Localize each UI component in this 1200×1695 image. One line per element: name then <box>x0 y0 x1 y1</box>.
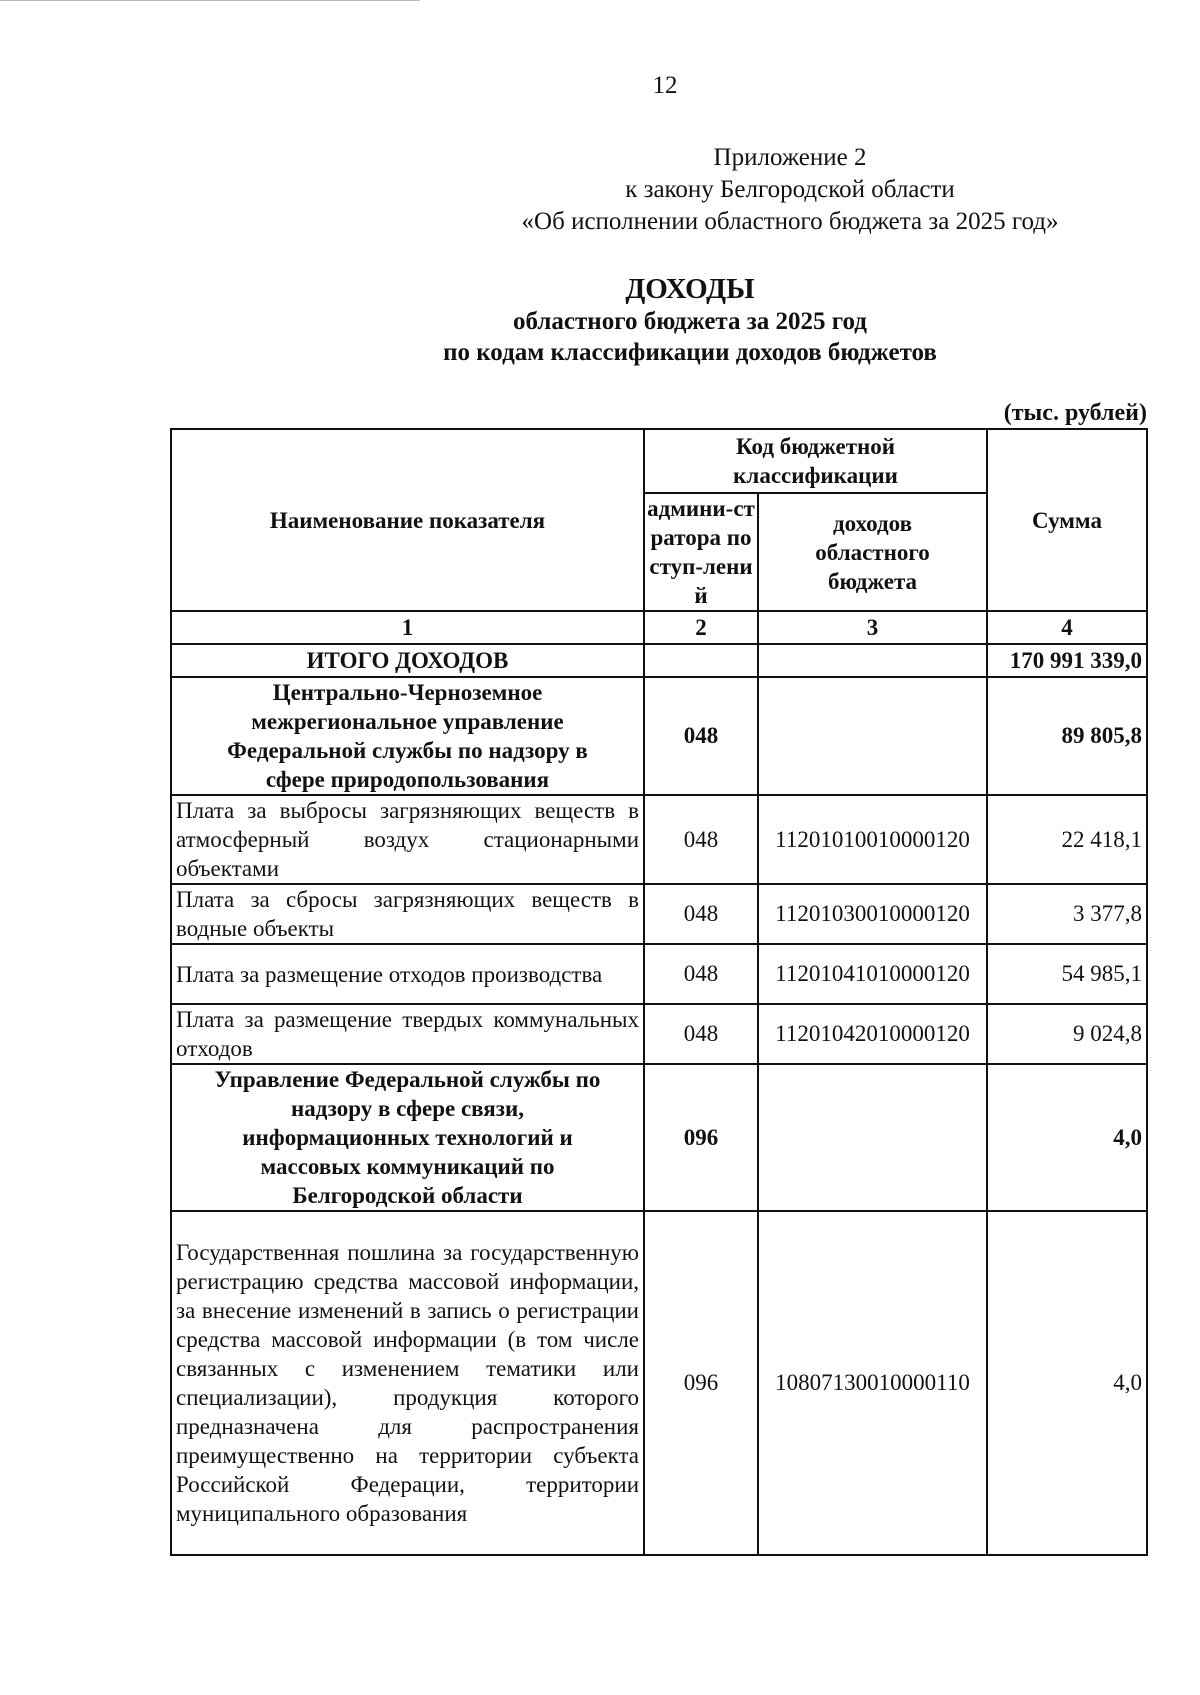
row-sum: 89 805,8 <box>987 677 1147 795</box>
row-sum: 54 985,1 <box>987 944 1147 1004</box>
total-label: ИТОГО ДОХОДОВ <box>171 644 644 677</box>
column-number: 3 <box>758 611 987 644</box>
table-row <box>171 1064 1147 1211</box>
header-sum: Сумма <box>987 429 1147 611</box>
scan-edge-line <box>0 0 420 1</box>
row-name: Плата за размещение твердых коммунальных отходов <box>171 1004 644 1064</box>
row-admin-code: 096 <box>644 1064 758 1211</box>
header-name: Наименование показателя <box>171 429 644 611</box>
row-income-code <box>758 1064 987 1211</box>
row-income-code <box>758 677 987 795</box>
row-name: Управление Федеральной службы по надзору в сфере связи, информационных технологий и массовых коммуникаций по Белгородской области <box>171 1064 644 1211</box>
row-admin-code: 048 <box>644 677 758 795</box>
row-income-code: 11201042010000120 <box>758 1004 987 1064</box>
row-income-code: 11201030010000120 <box>758 884 987 944</box>
row-name: Плата за сбросы загрязняющих веществ в водные объекты <box>171 884 644 944</box>
table-row <box>171 1211 1147 1555</box>
row-sum: 22 418,1 <box>987 795 1147 884</box>
row-income-code: 10807130010000110 <box>758 1211 987 1555</box>
appendix-line-1: Приложение 2 <box>713 144 867 171</box>
row-sum: 4,0 <box>987 1064 1147 1211</box>
row-admin-code: 048 <box>644 795 758 884</box>
row-income-code: 11201041010000120 <box>758 944 987 1004</box>
row-admin-code: 048 <box>644 1004 758 1064</box>
column-number: 1 <box>171 611 644 644</box>
row-income-code: 11201010010000120 <box>758 795 987 884</box>
table-row <box>171 677 1147 795</box>
income-table <box>170 428 1148 1556</box>
document-title <box>340 272 1040 368</box>
table-row <box>171 1004 1147 1064</box>
appendix-line-2: к закону Белгородской области <box>625 176 955 203</box>
row-sum: 4,0 <box>987 1211 1147 1555</box>
appendix-line-3: «Об исполнении областного бюджета за 2025 год» <box>521 208 1059 235</box>
title-line-2: областного бюджета за 2025 год <box>513 308 867 335</box>
header-admin: админи-стратора поступ-лений <box>644 493 758 611</box>
column-number: 2 <box>644 611 758 644</box>
total-code-cell <box>758 644 987 677</box>
table-row <box>171 884 1147 944</box>
row-name: Плата за размещение отходов производства <box>171 944 644 1004</box>
title-line-3: по кодам классификации доходов бюджетов <box>443 339 937 366</box>
row-name: Плата за выбросы загрязняющих веществ в атмосферный воздух стационарными объектами <box>171 795 644 884</box>
column-number-row <box>171 611 1147 644</box>
row-sum: 3 377,8 <box>987 884 1147 944</box>
total-row <box>171 644 1147 677</box>
title-line-1: ДОХОДЫ <box>625 273 755 305</box>
total-sum: 170 991 339,0 <box>987 644 1147 677</box>
header-row-1 <box>171 429 1147 493</box>
row-name: Государственная пошлина за государственную регистрацию средства массовой информации, за внесение изменений в запись о регистрации средства массовой информации (в том числе связанных с изменением тематики или специализации), продукция которого предназначена для распространения преимущественно на территории субъекта Российской Федерации, территории муниципального образования <box>171 1211 644 1555</box>
row-sum: 9 024,8 <box>987 1004 1147 1064</box>
header-code-group: Код бюджетной классификации <box>644 429 987 493</box>
header-income-code: доходов областного бюджета <box>758 493 987 611</box>
column-number: 4 <box>987 611 1147 644</box>
table-row <box>171 795 1147 884</box>
row-admin-code: 096 <box>644 1211 758 1555</box>
row-admin-code: 048 <box>644 944 758 1004</box>
row-name: Центрально-Черноземное межрегиональное управление Федеральной службы по надзору в сфере природопользования <box>171 677 644 795</box>
total-admin-cell <box>644 644 758 677</box>
appendix-caption <box>470 142 1110 238</box>
units-label: (тыс. рублей) <box>1003 400 1147 426</box>
page-number: 12 <box>652 72 678 99</box>
table-row <box>171 944 1147 1004</box>
row-admin-code: 048 <box>644 884 758 944</box>
